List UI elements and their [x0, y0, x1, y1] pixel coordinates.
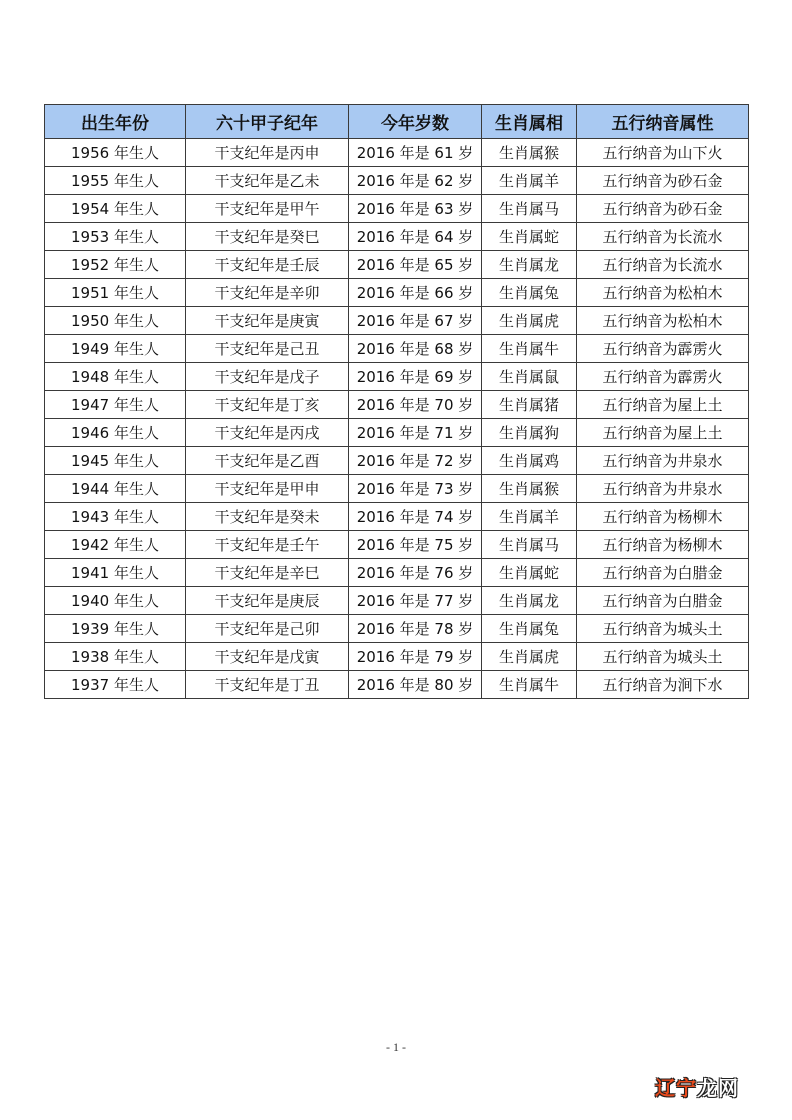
cell-five-elements: 五行纳音为长流水: [577, 223, 749, 251]
cell-age: 2016 年是 62 岁: [349, 167, 482, 195]
header-sexagenary-year: 六十甲子纪年: [186, 105, 349, 139]
table-row: [45, 587, 749, 615]
cell-sexagenary-year: 干支纪年是戊寅: [186, 643, 349, 671]
cell-sexagenary-year: 干支纪年是乙酉: [186, 447, 349, 475]
cell-birth-year: 1951 年生人: [45, 279, 186, 307]
cell-zodiac: 生肖属兔: [482, 279, 577, 307]
cell-five-elements: 五行纳音为霹雳火: [577, 363, 749, 391]
cell-birth-year: 1950 年生人: [45, 307, 186, 335]
cell-five-elements: 五行纳音为松柏木: [577, 307, 749, 335]
cell-zodiac: 生肖属马: [482, 195, 577, 223]
cell-birth-year: 1952 年生人: [45, 251, 186, 279]
cell-five-elements: 五行纳音为长流水: [577, 251, 749, 279]
header-birth-year: 出生年份: [45, 105, 186, 139]
cell-age: 2016 年是 69 岁: [349, 363, 482, 391]
cell-sexagenary-year: 干支纪年是丙戌: [186, 419, 349, 447]
cell-sexagenary-year: 干支纪年是辛巳: [186, 559, 349, 587]
cell-five-elements: 五行纳音为杨柳木: [577, 503, 749, 531]
cell-five-elements: 五行纳音为城头土: [577, 615, 749, 643]
cell-age: 2016 年是 77 岁: [349, 587, 482, 615]
cell-five-elements: 五行纳音为杨柳木: [577, 531, 749, 559]
table-row: [45, 223, 749, 251]
cell-sexagenary-year: 干支纪年是己丑: [186, 335, 349, 363]
cell-five-elements: 五行纳音为涧下水: [577, 671, 749, 699]
table-row: [45, 363, 749, 391]
table-row: [45, 167, 749, 195]
cell-sexagenary-year: 干支纪年是庚辰: [186, 587, 349, 615]
cell-sexagenary-year: 干支纪年是庚寅: [186, 307, 349, 335]
cell-age: 2016 年是 76 岁: [349, 559, 482, 587]
table-row: [45, 139, 749, 167]
cell-zodiac: 生肖属蛇: [482, 223, 577, 251]
cell-zodiac: 生肖属虎: [482, 643, 577, 671]
cell-zodiac: 生肖属狗: [482, 419, 577, 447]
cell-age: 2016 年是 68 岁: [349, 335, 482, 363]
cell-age: 2016 年是 67 岁: [349, 307, 482, 335]
cell-five-elements: 五行纳音为砂石金: [577, 167, 749, 195]
cell-birth-year: 1938 年生人: [45, 643, 186, 671]
cell-birth-year: 1939 年生人: [45, 615, 186, 643]
cell-birth-year: 1944 年生人: [45, 475, 186, 503]
cell-zodiac: 生肖属羊: [482, 167, 577, 195]
cell-five-elements: 五行纳音为井泉水: [577, 475, 749, 503]
table-row: [45, 279, 749, 307]
table-row: [45, 531, 749, 559]
cell-birth-year: 1943 年生人: [45, 503, 186, 531]
cell-birth-year: 1942 年生人: [45, 531, 186, 559]
cell-birth-year: 1954 年生人: [45, 195, 186, 223]
cell-birth-year: 1948 年生人: [45, 363, 186, 391]
watermark-text-a: 辽宁: [655, 1076, 697, 1100]
cell-five-elements: 五行纳音为白腊金: [577, 559, 749, 587]
cell-birth-year: 1937 年生人: [45, 671, 186, 699]
cell-zodiac: 生肖属羊: [482, 503, 577, 531]
table-row: [45, 335, 749, 363]
cell-zodiac: 生肖属猴: [482, 139, 577, 167]
table-row: [45, 671, 749, 699]
cell-birth-year: 1946 年生人: [45, 419, 186, 447]
cell-zodiac: 生肖属牛: [482, 335, 577, 363]
cell-five-elements: 五行纳音为松柏木: [577, 279, 749, 307]
cell-five-elements: 五行纳音为城头土: [577, 643, 749, 671]
cell-zodiac: 生肖属兔: [482, 615, 577, 643]
page-number: - 1 -: [386, 1040, 406, 1054]
cell-five-elements: 五行纳音为屋上土: [577, 391, 749, 419]
cell-sexagenary-year: 干支纪年是甲申: [186, 475, 349, 503]
cell-age: 2016 年是 80 岁: [349, 671, 482, 699]
cell-sexagenary-year: 干支纪年是癸未: [186, 503, 349, 531]
table-row: [45, 643, 749, 671]
cell-age: 2016 年是 70 岁: [349, 391, 482, 419]
cell-sexagenary-year: 干支纪年是戊子: [186, 363, 349, 391]
cell-zodiac: 生肖属蛇: [482, 559, 577, 587]
watermark-logo: [655, 1072, 739, 1101]
header-age: 今年岁数: [349, 105, 482, 139]
cell-age: 2016 年是 79 岁: [349, 643, 482, 671]
cell-sexagenary-year: 干支纪年是辛卯: [186, 279, 349, 307]
cell-age: 2016 年是 71 岁: [349, 419, 482, 447]
cell-age: 2016 年是 63 岁: [349, 195, 482, 223]
cell-zodiac: 生肖属马: [482, 531, 577, 559]
table-row: [45, 195, 749, 223]
table-row: [45, 503, 749, 531]
cell-zodiac: 生肖属龙: [482, 251, 577, 279]
table-header-row: [45, 105, 749, 139]
table-row: [45, 475, 749, 503]
table-row: [45, 447, 749, 475]
cell-sexagenary-year: 干支纪年是乙未: [186, 167, 349, 195]
table-row: [45, 615, 749, 643]
cell-birth-year: 1956 年生人: [45, 139, 186, 167]
cell-sexagenary-year: 干支纪年是壬午: [186, 531, 349, 559]
cell-birth-year: 1949 年生人: [45, 335, 186, 363]
cell-age: 2016 年是 74 岁: [349, 503, 482, 531]
cell-age: 2016 年是 65 岁: [349, 251, 482, 279]
header-zodiac: 生肖属相: [482, 105, 577, 139]
cell-zodiac: 生肖属虎: [482, 307, 577, 335]
table-body: [45, 139, 749, 699]
header-five-elements: 五行纳音属性: [577, 105, 749, 139]
cell-sexagenary-year: 干支纪年是丁亥: [186, 391, 349, 419]
zodiac-table: [44, 104, 749, 699]
cell-birth-year: 1947 年生人: [45, 391, 186, 419]
cell-age: 2016 年是 75 岁: [349, 531, 482, 559]
table-row: [45, 251, 749, 279]
cell-zodiac: 生肖属鸡: [482, 447, 577, 475]
cell-age: 2016 年是 64 岁: [349, 223, 482, 251]
cell-birth-year: 1941 年生人: [45, 559, 186, 587]
cell-age: 2016 年是 72 岁: [349, 447, 482, 475]
cell-age: 2016 年是 73 岁: [349, 475, 482, 503]
cell-age: 2016 年是 66 岁: [349, 279, 482, 307]
cell-birth-year: 1940 年生人: [45, 587, 186, 615]
table-row: [45, 307, 749, 335]
watermark-text-b: 龙网: [697, 1076, 739, 1100]
table-row: [45, 559, 749, 587]
cell-age: 2016 年是 78 岁: [349, 615, 482, 643]
cell-birth-year: 1953 年生人: [45, 223, 186, 251]
cell-age: 2016 年是 61 岁: [349, 139, 482, 167]
cell-zodiac: 生肖属猴: [482, 475, 577, 503]
cell-sexagenary-year: 干支纪年是丁丑: [186, 671, 349, 699]
table-row: [45, 391, 749, 419]
cell-zodiac: 生肖属龙: [482, 587, 577, 615]
cell-five-elements: 五行纳音为山下火: [577, 139, 749, 167]
cell-sexagenary-year: 干支纪年是癸巳: [186, 223, 349, 251]
cell-five-elements: 五行纳音为白腊金: [577, 587, 749, 615]
cell-sexagenary-year: 干支纪年是己卯: [186, 615, 349, 643]
table-row: [45, 419, 749, 447]
cell-sexagenary-year: 干支纪年是甲午: [186, 195, 349, 223]
cell-sexagenary-year: 干支纪年是壬辰: [186, 251, 349, 279]
cell-five-elements: 五行纳音为霹雳火: [577, 335, 749, 363]
cell-zodiac: 生肖属牛: [482, 671, 577, 699]
cell-zodiac: 生肖属鼠: [482, 363, 577, 391]
cell-birth-year: 1955 年生人: [45, 167, 186, 195]
cell-five-elements: 五行纳音为屋上土: [577, 419, 749, 447]
cell-birth-year: 1945 年生人: [45, 447, 186, 475]
cell-sexagenary-year: 干支纪年是丙申: [186, 139, 349, 167]
cell-zodiac: 生肖属猪: [482, 391, 577, 419]
cell-five-elements: 五行纳音为砂石金: [577, 195, 749, 223]
cell-five-elements: 五行纳音为井泉水: [577, 447, 749, 475]
